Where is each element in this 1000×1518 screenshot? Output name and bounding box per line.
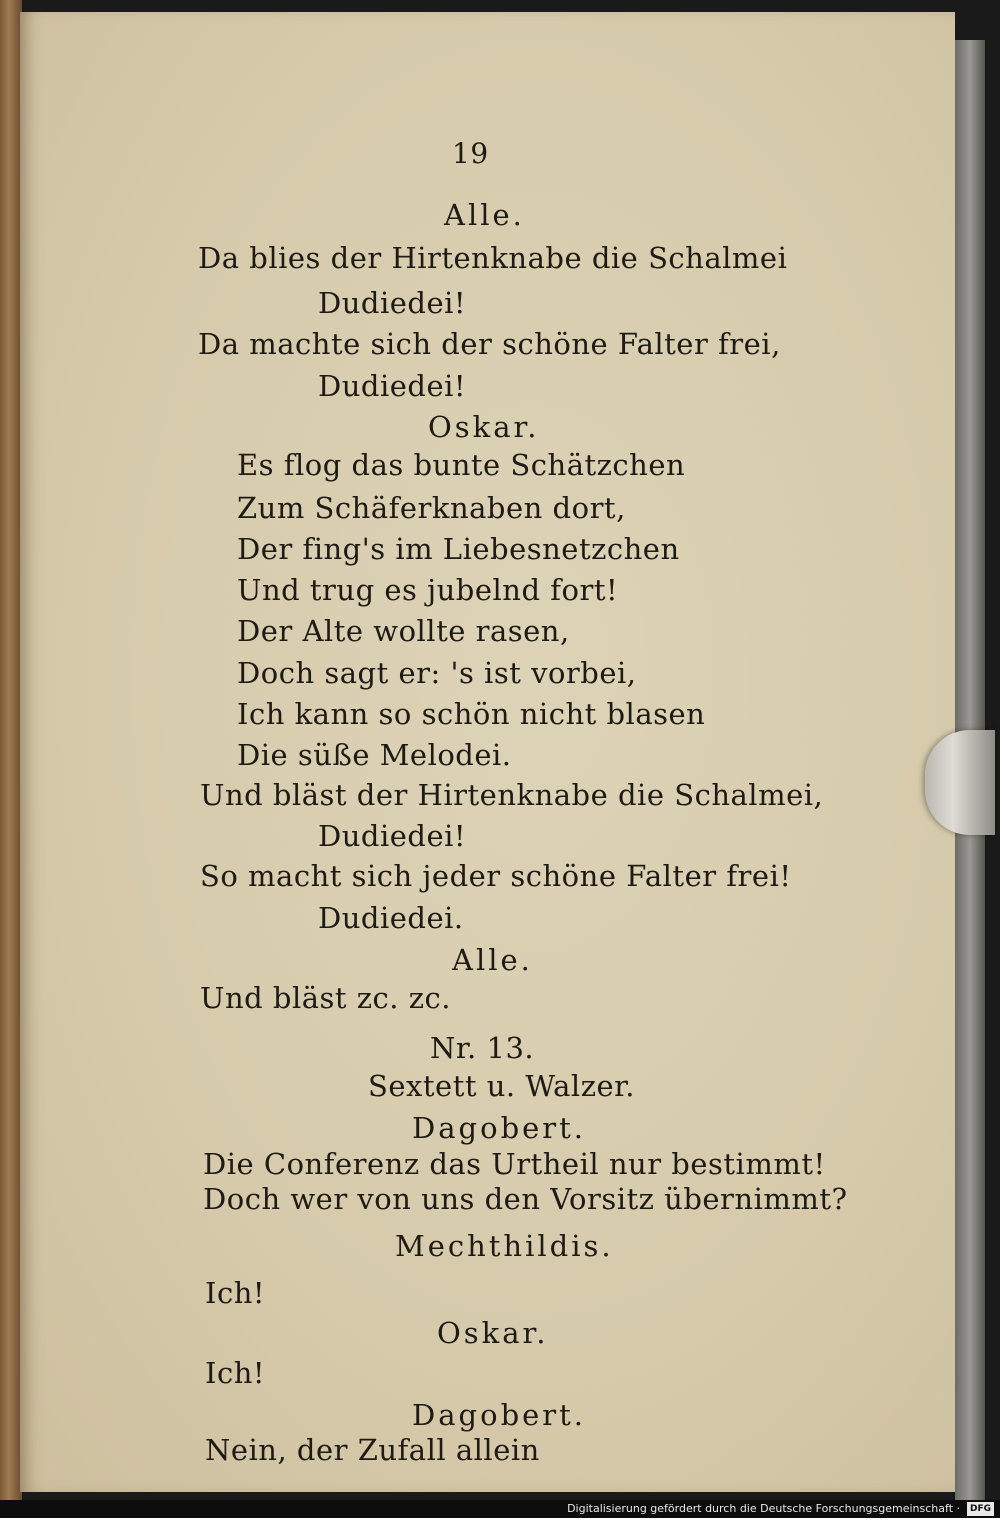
text-line: Die Conferenz das Urtheil nur bestimmt! [203, 1147, 826, 1181]
text-line: Da blies der Hirtenknabe die Schalmei [198, 241, 788, 275]
text-line: Nein, der Zufall allein [205, 1433, 540, 1467]
text-line: Ich kann so schön nicht blasen [237, 697, 706, 731]
speaker-heading: Mechthildis. [395, 1229, 614, 1263]
text-line: Ich! [205, 1356, 266, 1390]
text-line: Da machte sich der schöne Falter frei, [198, 327, 781, 361]
text-line: Der fing's im Liebesnetzchen [237, 532, 680, 566]
text-line: Dudiedei! [318, 819, 467, 853]
page-number: 19 [452, 137, 489, 170]
footer-bar [0, 1500, 1000, 1518]
speaker-heading: Oskar. [428, 410, 540, 444]
text-line: Ich! [205, 1276, 266, 1310]
text-line: Dudiedei! [318, 369, 467, 403]
section-title: Sextett u. Walzer. [368, 1069, 636, 1103]
text-line: Doch sagt er: 's ist vorbei, [237, 656, 637, 690]
text-line: Und bläst der Hirtenknabe die Schalmei, [200, 778, 824, 812]
book-left-edge [0, 0, 22, 1500]
speaker-heading: Dagobert. [412, 1398, 587, 1432]
text-line: Und bläst zc. zc. [200, 981, 451, 1015]
speaker-heading: Oskar. [437, 1316, 549, 1350]
text-line: Doch wer von uns den Vorsitz übernimmt? [203, 1182, 848, 1216]
text-line: Dudiedei! [318, 286, 467, 320]
text-line: Und trug es jubelnd fort! [237, 573, 619, 607]
speaker-heading: Dagobert. [412, 1111, 587, 1145]
speaker-heading: Alle. [452, 943, 533, 977]
section-number: Nr. 13. [430, 1031, 535, 1065]
speaker-heading: Alle. [444, 198, 525, 232]
text-line: So macht sich jeder schöne Falter frei! [200, 859, 792, 893]
page-clip [925, 730, 995, 835]
text-line: Der Alte wollte rasen, [237, 614, 570, 648]
text-line: Dudiedei. [318, 901, 464, 935]
text-line: Es flog das bunte Schätzchen [237, 448, 686, 482]
text-line: Zum Schäferknaben dort, [237, 491, 626, 525]
dfg-logo: DFG [967, 1502, 994, 1516]
text-line: Die süße Melodei. [237, 738, 512, 772]
footer-credit: Digitalisierung gefördert durch die Deutsche Forschungsgemeinschaft · [567, 1502, 960, 1515]
